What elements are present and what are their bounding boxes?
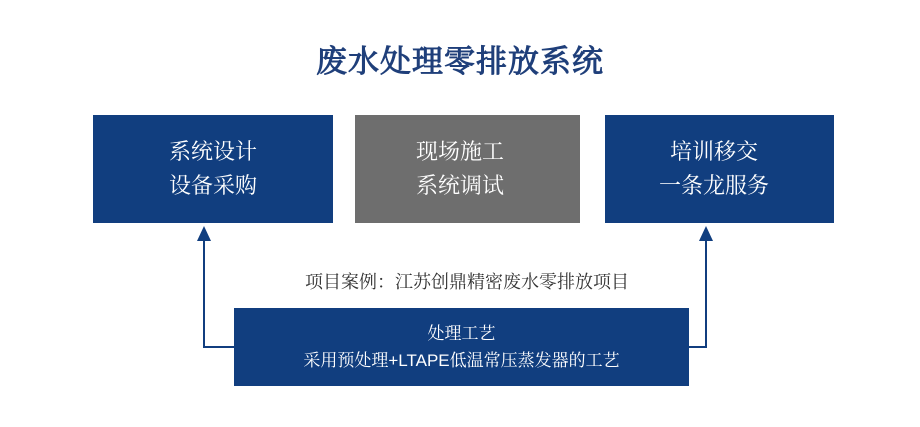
chevron-right-icon-1 bbox=[333, 142, 355, 196]
step-design-line2: 设备采购 bbox=[168, 173, 257, 198]
arrowhead-left bbox=[197, 226, 211, 241]
step-design-line1: 系统设计 bbox=[168, 138, 257, 164]
step-build-line1: 现场施工 bbox=[415, 138, 504, 164]
process-detail: 采用预处理+LTAPE低温常压蒸发器的工艺 bbox=[303, 351, 620, 370]
process-title: 处理工艺 bbox=[427, 323, 496, 343]
step-box-build[interactable] bbox=[340, 115, 580, 223]
page-title: 废水处理零排放系统 bbox=[316, 44, 604, 79]
step-train-line1: 培训移交 bbox=[669, 138, 758, 164]
process-box[interactable] bbox=[234, 308, 689, 386]
step-build-line2: 系统调试 bbox=[415, 173, 504, 198]
case-label: 项目案例：江苏创鼎精密废水零排放项目 bbox=[305, 272, 629, 292]
step-box-train[interactable] bbox=[594, 115, 834, 223]
arrowhead-right bbox=[699, 226, 713, 241]
step-box-design[interactable] bbox=[93, 115, 333, 223]
chevron-right-icon-2 bbox=[583, 142, 605, 196]
connector-right bbox=[689, 240, 706, 347]
connector-left bbox=[204, 240, 234, 347]
step-train-line2: 一条龙服务 bbox=[658, 173, 769, 198]
